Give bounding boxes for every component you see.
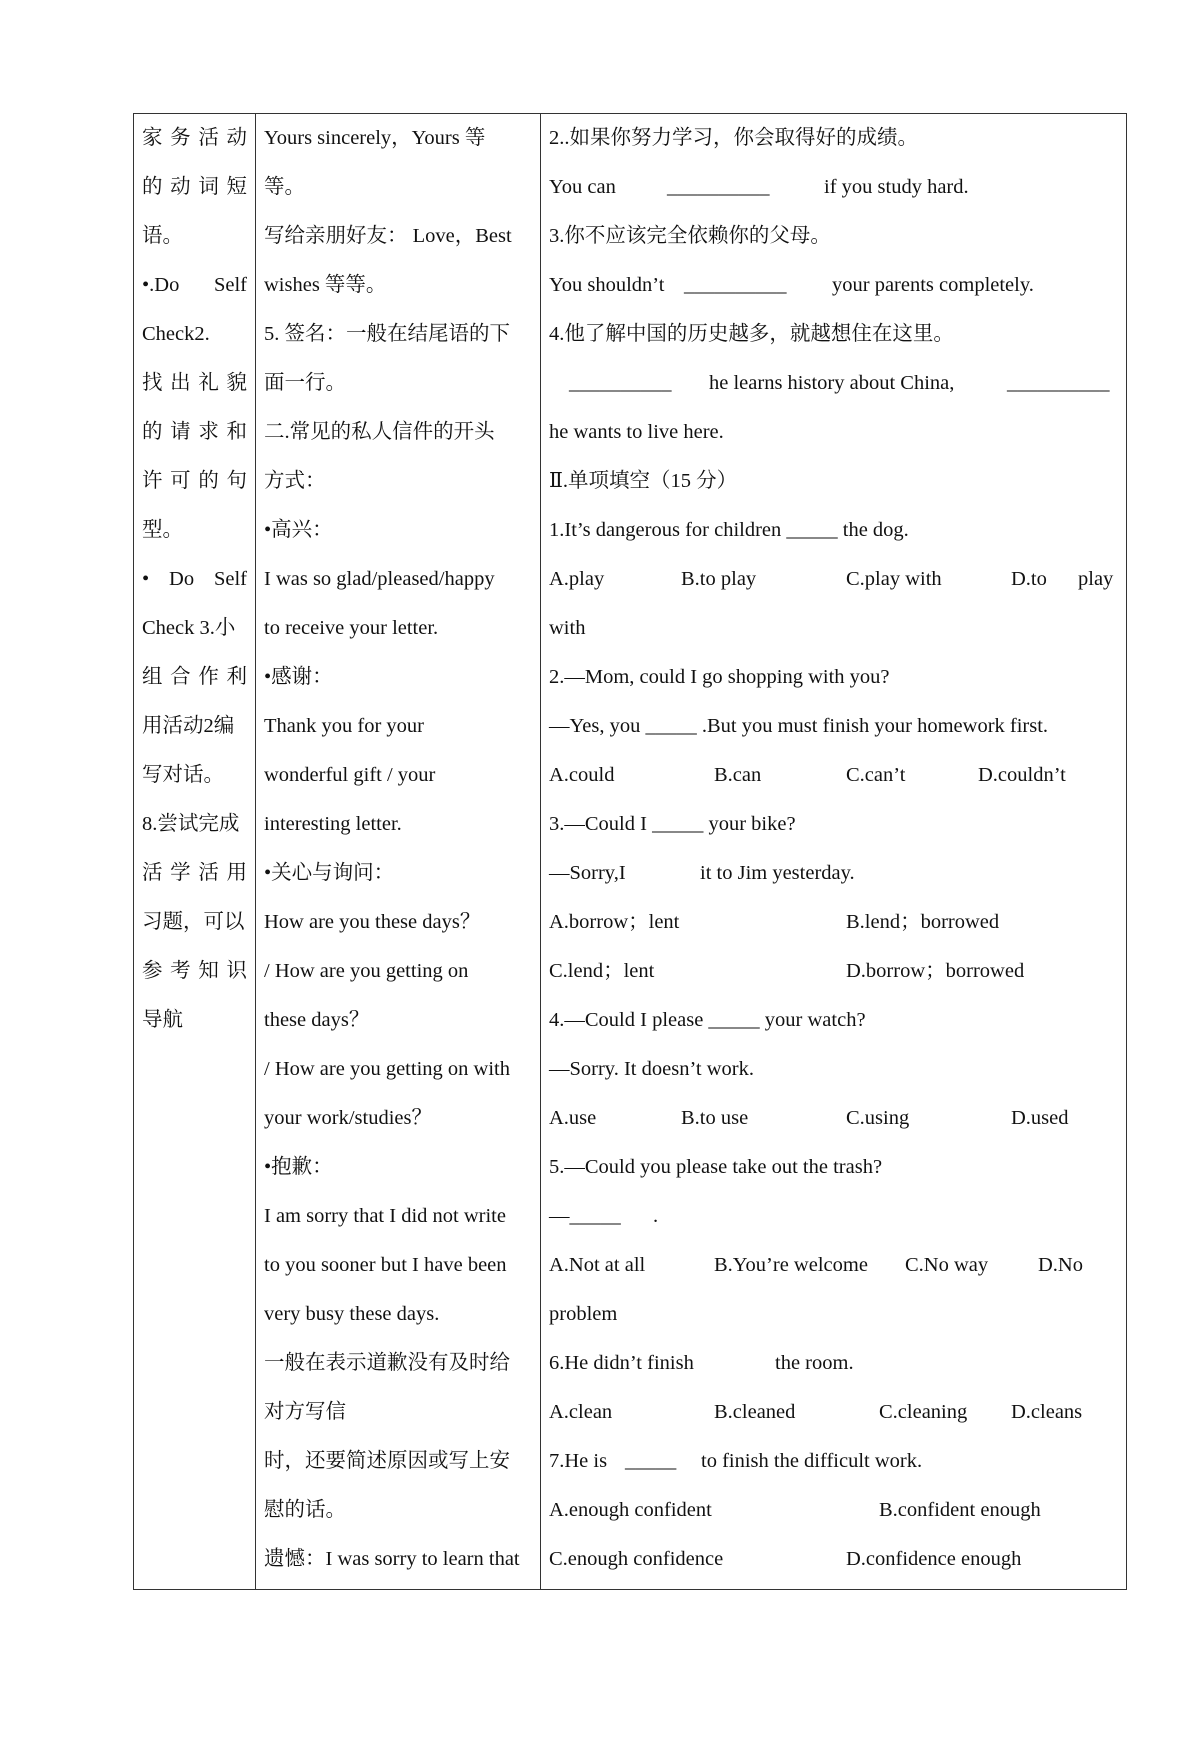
knowledge-line: 时，还要简述原因或写上安 [264,1450,510,1472]
knowledge-line: to receive your letter. [264,617,439,639]
question-line [541,261,1126,310]
exercise-column [541,114,1126,1589]
guide-line: Check 3.小 [142,617,236,639]
guide-line: 家务活动 [142,127,247,149]
question-text: 5.—Could you please take out the trash? [549,1156,883,1178]
knowledge-line: •感谢： [264,666,333,688]
guide-line: 型。 [142,519,183,541]
option[interactable]: B.to use [681,1107,749,1129]
guide-line: 活学活用 [142,862,247,884]
question-text: it to Jim yesterday. [700,862,855,884]
guide-line: •.Do Self [142,274,247,296]
question-text: 1.It’s dangerous for children _____ the dog. [549,519,909,541]
option[interactable]: C.lend；lent [549,960,655,982]
question-text: if you study hard. [824,176,969,198]
option-row [541,1388,1126,1437]
question-text: the room. [775,1352,854,1374]
knowledge-line: 写给亲朋好友： Love，Best [264,225,512,247]
option[interactable]: C.play with [846,568,942,590]
guide-line: 的动词短 [142,176,247,198]
option-row [541,947,1126,996]
option[interactable]: C.using [846,1107,910,1129]
knowledge-line: •抱歉： [264,1156,333,1178]
option[interactable]: D.cleans [1011,1401,1083,1423]
knowledge-line: 一般在表示道歉没有及时给 [264,1352,510,1374]
answer-blank[interactable]: —_____ [549,1205,621,1227]
knowledge-column [256,114,541,1589]
option[interactable]: A.clean [549,1401,613,1423]
option[interactable]: C.enough confidence [549,1548,724,1570]
option[interactable]: A.use [549,1107,597,1129]
question-text: your parents completely. [832,274,1034,296]
question-line [541,1192,1126,1241]
question-text: —Sorry. It doesn’t work. [549,1058,754,1080]
guide-line: 找出礼貌 [142,372,247,394]
question-text: 3.你不应该完全依赖你的父母。 [549,225,831,247]
guide-line: 许可的句 [142,470,247,492]
question-text: . [653,1205,659,1227]
guide-line: 写对话。 [142,764,224,786]
option[interactable]: B.You’re welcome [714,1254,868,1276]
knowledge-line: interesting letter. [264,813,402,835]
knowledge-line: •高兴： [264,519,333,541]
option-row [541,1241,1126,1290]
question-text: 6.He didn’t finish [549,1352,694,1374]
question-text: 4.他了解中国的历史越多，就越想住在这里。 [549,323,954,345]
question-line [541,849,1126,898]
section-heading: Ⅱ.单项填空（15 分） [549,470,738,492]
question-text: to finish the difficult work. [701,1450,923,1472]
knowledge-line: 二.常见的私人信件的开头 [264,421,495,443]
knowledge-line: 对方写信 [264,1401,346,1423]
option[interactable]: A.borrow；lent [549,911,680,933]
question-text: 7.He is [549,1450,608,1472]
guide-line: 参考知识 [142,960,247,982]
worksheet-table [133,113,1127,1590]
knowledge-line: I am sorry that I did not write [264,1205,506,1227]
knowledge-line: wishes 等等。 [264,274,387,296]
option[interactable]: C.No way [905,1254,989,1276]
answer-blank[interactable]: __________ [667,176,770,198]
option-text: play [1078,568,1114,590]
knowledge-line: these days？ [264,1009,370,1031]
option[interactable]: C.can’t [846,764,906,786]
knowledge-line: to you sooner but I have been [264,1254,507,1276]
option-row [541,1486,1126,1535]
option[interactable]: D.confidence enough [846,1548,1022,1570]
option-row [541,555,1126,604]
answer-blank[interactable]: __________ [684,274,787,296]
guide-line: 导航 [142,1009,183,1031]
question-line [541,163,1126,212]
knowledge-line: / How are you getting on with [264,1058,510,1080]
knowledge-line: very busy these days. [264,1303,440,1325]
guide-line: • Do Self [142,568,247,590]
question-text: You shouldn’t [549,274,665,296]
option-row [541,1535,1126,1584]
question-line [541,1437,1126,1486]
option-row [541,1094,1126,1143]
question-text: 3.—Could I _____ your bike? [549,813,796,835]
guide-line: 的请求和 [142,421,247,443]
option-row [541,898,1126,947]
option[interactable]: D.to [1011,568,1047,590]
option[interactable]: B.confident enough [879,1499,1041,1521]
knowledge-line: your work/studies？ [264,1107,432,1129]
option[interactable]: D.No [1038,1254,1083,1276]
option[interactable]: D.borrow；borrowed [846,960,1025,982]
option-text: with [549,617,586,639]
question-text: he learns history about China, [709,372,955,394]
guide-line: 组合作利 [142,666,247,688]
knowledge-line: wonderful gift / your [264,764,436,786]
question-text: he wants to live here. [549,421,724,443]
guide-column [134,114,256,1589]
knowledge-line: Yours sincerely，Yours 等 [264,127,486,149]
knowledge-line: 方式： [264,470,326,492]
knowledge-line: 5. 签名：一般在结尾语的下 [264,323,510,345]
question-text: 4.—Could I please _____ your watch? [549,1009,866,1031]
knowledge-line: / How are you getting on [264,960,469,982]
option[interactable]: B.can [714,764,762,786]
option[interactable]: A.Not at all [549,1254,646,1276]
guide-line: 习题，可以 [142,911,245,933]
option[interactable]: A.enough confident [549,1499,712,1521]
guide-line: Check2. [142,323,210,345]
knowledge-line: 遗憾：I was sorry to learn that [264,1548,520,1570]
guide-line: 用活动2编 [142,715,235,737]
knowledge-line: •关心与询问： [264,862,395,884]
guide-line: 8.尝试完成 [142,813,240,835]
question-text: 2..如果你努力学习，你会取得好的成绩。 [549,127,918,149]
question-text: You can [549,176,616,198]
option[interactable]: A.could [549,764,615,786]
option-text: problem [549,1303,618,1325]
answer-blank[interactable]: __________ [1007,372,1110,394]
knowledge-line: Thank you for your [264,715,424,737]
guide-line: 语。 [142,225,183,247]
option-row [541,751,1126,800]
option[interactable]: B.cleaned [714,1401,796,1423]
knowledge-line: I was so glad/pleased/happy [264,568,495,590]
question-line [541,1339,1126,1388]
question-text: 2.—Mom, could I go shopping with you? [549,666,890,688]
option[interactable]: D.couldn’t [978,764,1066,786]
knowledge-line: 等。 [264,176,305,198]
question-line [541,359,1126,408]
option[interactable]: A.play [549,568,605,590]
option[interactable]: B.to play [681,568,757,590]
answer-blank[interactable]: _____ [625,1450,677,1472]
knowledge-line: 面一行。 [264,372,346,394]
answer-blank[interactable]: __________ [569,372,672,394]
question-text: —Yes, you _____ .But you must finish your homework first. [549,715,1049,737]
knowledge-line: 慰的话。 [264,1499,346,1521]
knowledge-line: How are you these days？ [264,911,481,933]
option[interactable]: C.cleaning [879,1401,968,1423]
option[interactable]: D.used [1011,1107,1069,1129]
question-text: —Sorry,I [549,862,626,884]
option[interactable]: B.lend；borrowed [846,911,1000,933]
